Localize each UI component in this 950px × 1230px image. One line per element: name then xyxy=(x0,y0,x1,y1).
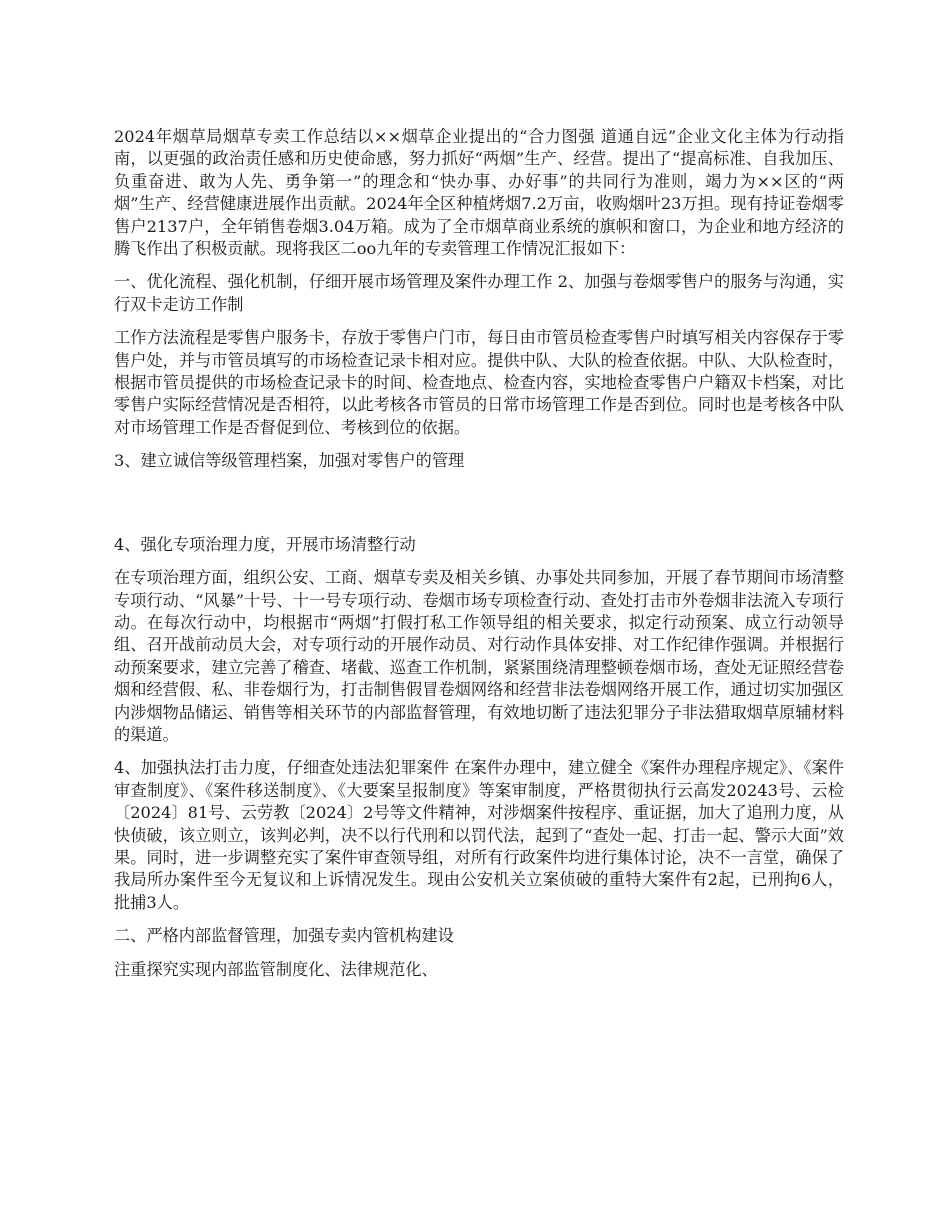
section-heading-2: 二、严格内部监督管理，加强专卖内管机构建设 xyxy=(114,926,454,946)
section-heading-1: 一、优化流程、强化机制，仔细开展市场管理及案件办理工作 2、加强与卷烟零售户的服务与沟通，实行双卡走访工作制 xyxy=(114,272,844,314)
item-heading-4: 4、强化专项治理力度，开展市场清整行动 xyxy=(114,534,416,554)
body-paragraph: 在专项治理方面，组织公安、工商、烟草专卖及相关乡镇、办事处共同参加，开展了春节期间市场清整专项行动、“风暴”十号、十一号专项行动、卷烟市场专项检查行动、查处打击市外卷烟非法流入专项行动。在每次行动中，均根据市“两烟”打假打私工作领导组的相关要求，拟定行动预案、成立行动领导组、召开战前动员大会，对专项行动的开展作动员、对行动作具体安排、对工作纪律作强调。并根据行动预案要求，建立完善了稽查、堵截、巡查工作机制，紧紧围绕清理整顿卷烟市场，查处无证照经营卷烟和经营假、私、非卷烟行为，打击制售假冒卷烟网络和经营非法卷烟网络开展工作，通过切实加强区内涉烟物品储运、销售等相关环节的内部监督管理，有效地切断了违法犯罪分子非法猎取烟草原辅材料的渠道。 xyxy=(114,568,844,744)
body-paragraph: 注重探究实现内部监管制度化、法律规范化、 xyxy=(114,959,438,979)
document-body xyxy=(114,126,844,992)
intro-paragraph: 2024年烟草局烟草专卖工作总结以××烟草企业提出的“合力图强 道通自远”企业文化主体为行动指南，以更强的政治责任感和历史使命感，努力抓好“两烟”生产、经营。提出了“提高标准、自我加压、负重奋进、敢为人先、勇争第一”的理念和“快办事、办好事”的共同行为准则，竭力为××区的“两烟”生产、经营健康进展作出贡献。2024年全区种植烤烟7.2万亩，收购烟叶23万担。现有持证卷烟零售户2137户，全年销售卷烟3.04万箱。成为了全市烟草商业系统的旗帜和窗口，为企业和地方经济的腾飞作出了积极贡献。现将我区二oo九年的专卖管理工作情况汇报如下： xyxy=(114,127,844,259)
blank-space xyxy=(114,484,844,534)
body-paragraph: 工作方法流程是零售户服务卡，存放于零售户门市，每日由市管员检查零售户时填写相关内容保存于零售户处，并与市管员填写的市场检查记录卡相对应。提供中队、大队的检查依据。中队、大队检查时，根据市管员提供的市场检查记录卡的时间、检查地点、检查内容，实地检查零售户户籍双卡档案，对比零售户实际经营情况是否相符，以此考核各市管员的日常市场管理工作是否到位。同时也是考核各中队对市场管理工作是否督促到位、考核到位的依据。 xyxy=(114,328,844,437)
item-heading-3: 3、建立诚信等级管理档案，加强对零售户的管理 xyxy=(114,451,465,471)
body-paragraph: 4、加强执法打击力度，仔细查处违法犯罪案件 在案件办理中，建立健全《案件办理程序规定》、《案件审查制度》、《案件移送制度》、《大要案呈报制度》等案审制度，严格贯彻执行云高发20243号、云检〔2024〕81号、云劳教〔2024〕2号等文件精神，对涉烟案件按程序、重证据，加大了追刑力度，从快侦破，该立则立，该判必判，决不以行代刑和以罚代法，起到了“查处一起、打击一起、警示大面”效果。同时，进一步调整充实了案件审查领导组，对所有行政案件均进行集体讨论，决不一言堂，确保了我局所办案件至今无复议和上诉情况发生。现由公安机关立案侦破的重特大案件有2起，已刑拘6人，批捕3人。 xyxy=(114,758,844,912)
